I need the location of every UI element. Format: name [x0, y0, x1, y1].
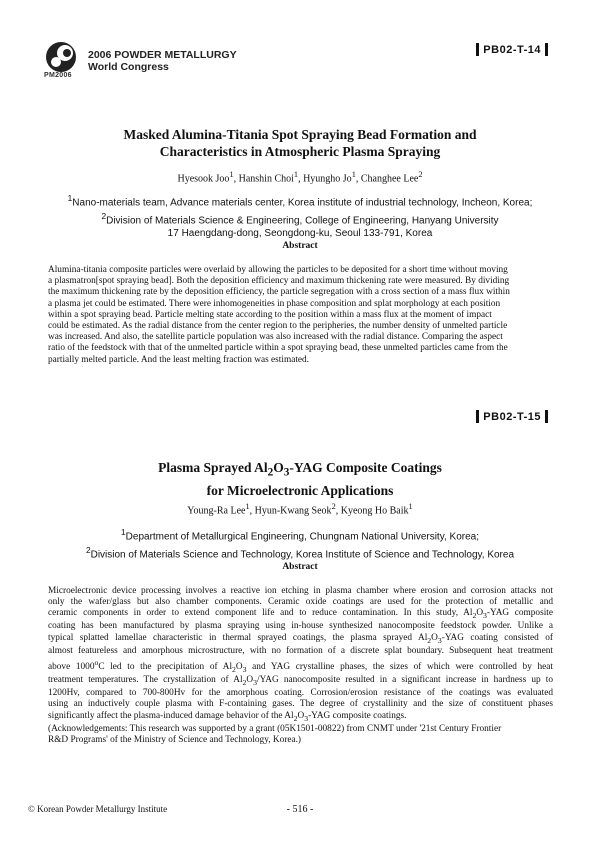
- paper1-code-badge: [472, 43, 552, 56]
- paper1-authors: Hyesook Joo$^1$, Hanshin Choi$^1$, Hyungho Jo$^1$, Changhee Lee$^2$: [177, 170, 423, 185]
- conference-name: [88, 49, 237, 73]
- affiliation-line: $^2$Division of Materials Science & Engineering, College of Engineering, Hanyang University: [101, 210, 499, 227]
- paper2-code: PB02-T-15: [483, 410, 541, 423]
- affiliation-line: $^1$Department of Metallurgical Engineering, Chungnam National University, Korea;: [121, 527, 479, 543]
- author: Changhee Lee: [360, 173, 419, 185]
- author: Hyungho Jo: [303, 173, 352, 185]
- paper2-title: [0, 459, 600, 499]
- affiliation-line: $^1$Nano-materials team, Advance materials center, Korea institute of industrial technology, Incheon, Korea;: [67, 193, 533, 209]
- footer-copyright: © Korean Powder Metallurgy Institute: [28, 804, 168, 814]
- badge-bar-right: [545, 410, 548, 423]
- affiliation-line: 17 Haengdang-dong, Seongdong-ku, Seoul 133-791, Korea: [167, 227, 433, 239]
- paper2-authors: Young-Ra Lee$^1$, Hyun-Kwang Seok$^2$, Kyeong Ho Baik$^1$: [187, 502, 413, 517]
- conference-line1: 2006 POWDER METALLURGY: [88, 49, 237, 61]
- paper2-abstract: Microelectronic device processing involves a reactive ion etching in plasma chamber where erosion and corrosion attacks not only the wafer/glass but also chamber components. Ceramic oxide coatings are used for the protection of metallic and ceramic components in order to extend component life and to reduce contamination. In this study, $Al_2O_3$-YAG composite coating has been manufactured by plasma spraying using in-house synthesized nanocomposite feedstock powder. Unlike a typical splatted lamellae characteristic in thermal sprayed coatings, the plasma sprayed $Al_2O_3$-YAG coating consisted of almost featureless and amorphous microstructure, with no formation of a discrete splat boundary. Subsequent heat treatment above 1000$^o$C led to the precipitation of $Al_2O_3$ and YAG crystalline phases, the sizes of which were controlled by heat treatment temperatures. The crystallization of $Al_2O_3$/YAG nanocomposite resulted in a significant increase in hardness up to 1200Hv, compared to 700-800Hv for the amorphous coating. Corrosion/erosion resistance of the coatings was evaluated using an inductively couple plasma with F-containing gases. The degree of crystallinity and the size of constituent phases significantly affect the plasma-induced damage behavior of the $Al_2O_3$-YAG composite coatings. (Acknowledgements: This research was supported by a grant (05K1501-00822) from CNMT under '21st Century Frontier R&D Programs' of the Ministry of Science and Technology, Korea.): [48, 586, 553, 745]
- badge-bar-right: [545, 43, 548, 56]
- badge-bar-left: [476, 43, 479, 56]
- conference-line2: World Congress: [88, 61, 169, 73]
- author: Hanshin Choi: [238, 173, 294, 185]
- paper2-affiliations: [0, 526, 600, 562]
- paper1-title: [0, 126, 600, 160]
- author: Hyesook Joo: [177, 173, 230, 185]
- paper2-abstract-heading: Abstract: [282, 562, 318, 572]
- pm2006-logo-icon: [44, 40, 78, 74]
- paper2-title-line2: for Microelectronic Applications: [206, 482, 394, 498]
- paper1-affiliations: [0, 192, 600, 240]
- page-number: - 516 -: [286, 804, 314, 815]
- paper1-abstract: Alumina-titania composite particles were overlaid by allowing the particles to be deposited for a short time without moving a plasmatron[spot spraying bead]. Both the deposition efficiency and maximum thickening rate were measured. By dividing the maximum thickening rate by the deposition efficiency, the particle segregation with a cross section of a mass flux within a plasma jet could be estimated. There were inhomogeneities in phase composition and splat morphology at each position within a spot spraying bead. Particle melting state according to the position within a mass flux at the moment of impact could be estimated. As the radial distance from the center region to the peripheries, the number density of unmelted particle was increased. And also, the satellite particle population was also increased with the radial distance. Comparing the aspect ratio of the feedstock with that of the unmelted particle within a spot spraying bead, these unmelted particles came from the partially melted particle. And the least melting fraction was estimated.: [48, 265, 510, 365]
- paper1-abstract-heading: Abstract: [282, 241, 318, 251]
- author: Kyeong Ho Baik: [340, 505, 409, 517]
- affiliation-line: $^2$Division of Materials Science and Technology, Korea Institute of Science and Technology, Korea: [85, 544, 515, 561]
- author: Hyun-Kwang Seok: [254, 505, 332, 517]
- logo-text: PM2006: [44, 72, 72, 79]
- paper1-title-line1: Masked Alumina-Titania Spot Spraying Bead Formation and: [123, 127, 477, 142]
- author: Young-Ra Lee: [187, 505, 246, 517]
- paper1-title-line2: Characteristics in Atmospheric Plasma Spraying: [159, 144, 441, 159]
- badge-bar-left: [476, 410, 479, 423]
- paper2-code-badge: [472, 410, 552, 423]
- paper1-code: PB02-T-14: [483, 43, 541, 56]
- paper2-title-line1: Plasma Sprayed $Al_2O_3$-YAG Composite Coatings: [158, 460, 442, 479]
